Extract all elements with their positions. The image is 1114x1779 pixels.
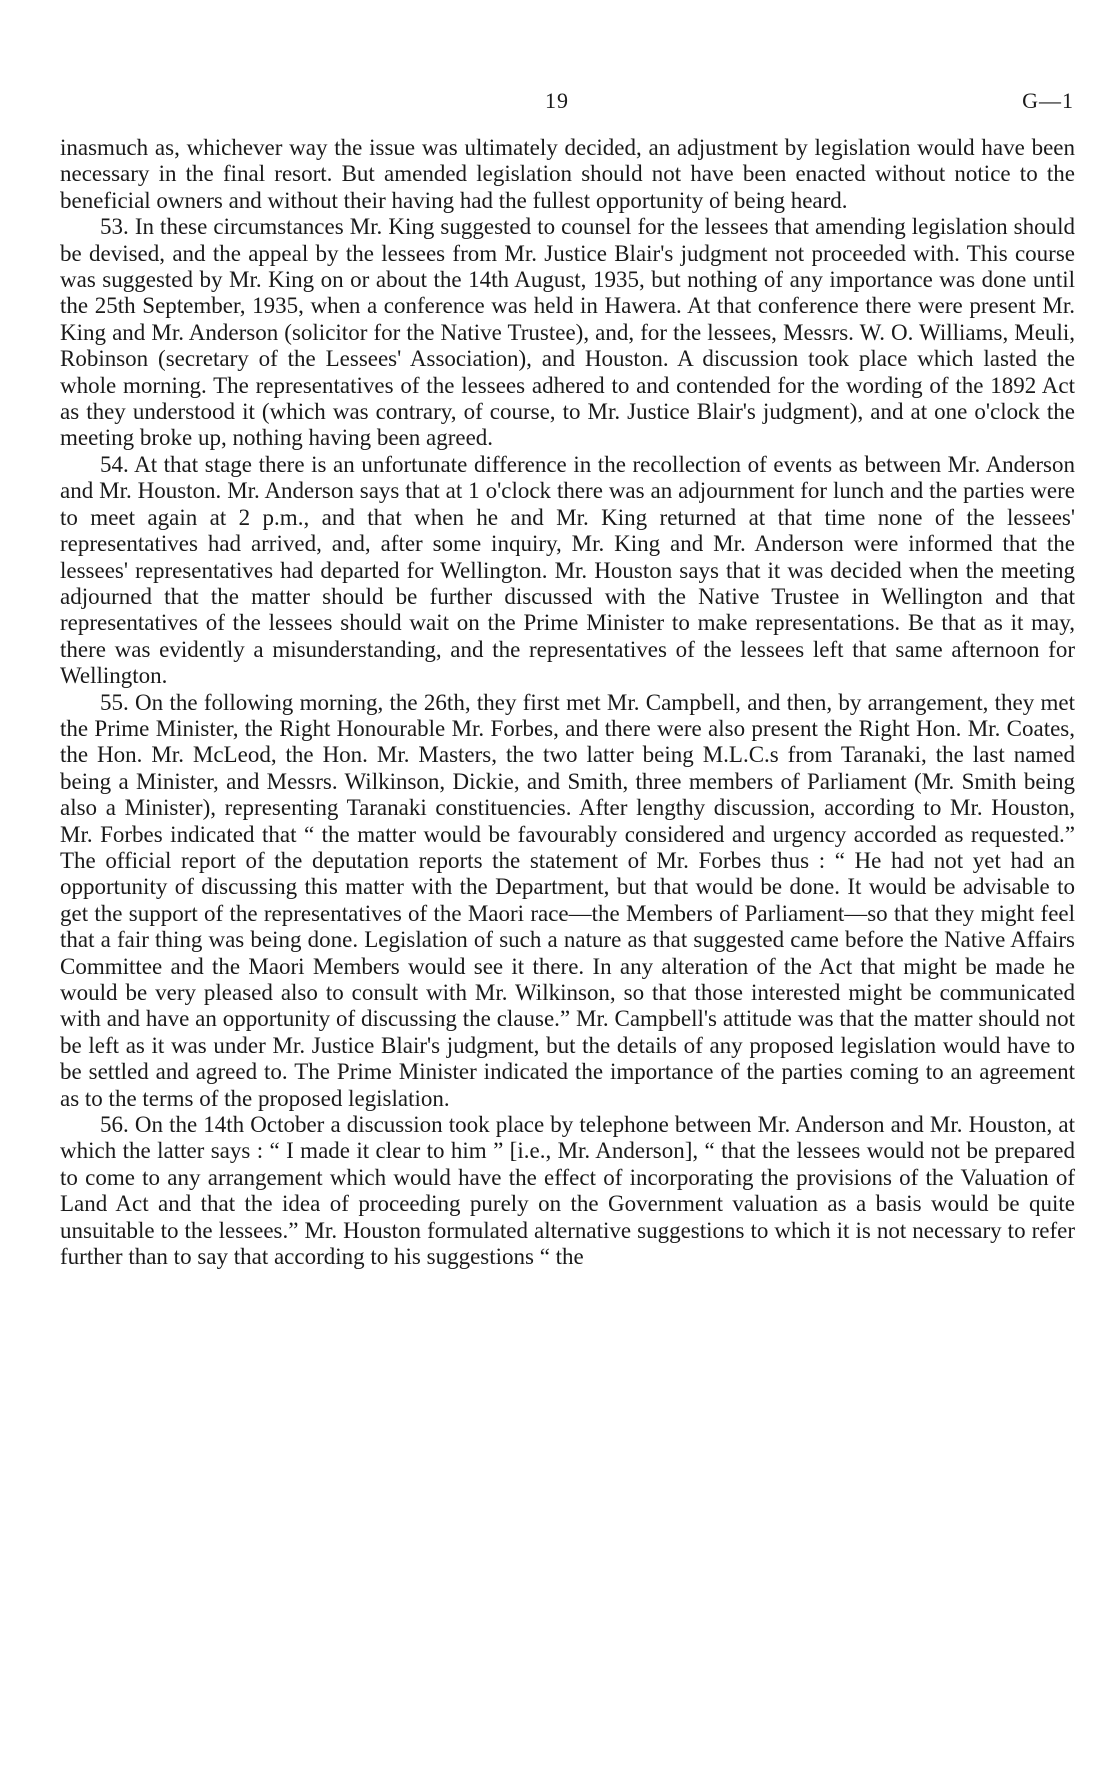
paragraph-54 [60, 452, 1075, 690]
paragraph-text: inasmuch as, whichever way the issue was ultimately decided, an adjustment by legislation would have been necessary in the final resort. But amended legislation should not have been enacted without notice to the beneficial owners and without their having had the fullest opportunity of being heard. [60, 135, 1075, 213]
page-number: 19 [545, 88, 569, 113]
paragraph-text: At that stage there is an unfortunate difference in the recollection of events as between Mr. Anderson and Mr. Houston. Mr. Anderson says that at 1 o'clock there was an adjournment for lunch and the parties were to meet again at 2 p.m., and that when he and Mr. King returned at that time none of the lessees' representatives had arrived, and, after some inquiry, Mr. King and Mr. Anderson were informed that the lessees' representatives had departed for Wellington. Mr. Houston says that it was decided when the meeting adjourned that the matter should be further discussed with the Native Trustee in Wellington and that representatives of the lessees should wait on the Prime Minister to make representations. Be that as it may, there was evidently a misunderstanding, and the representatives of the lessees left that same afternoon for Wellington. [60, 451, 1076, 689]
page-header [0, 88, 1114, 118]
paragraph-continuation [60, 135, 1075, 214]
paragraph-56 [60, 1112, 1075, 1270]
paragraph-number: 54. [100, 451, 129, 477]
paragraph-53 [60, 214, 1075, 452]
paragraph-number: 55. [100, 689, 129, 715]
series-reference: G—1 [1022, 88, 1074, 113]
paragraph-text: On the following morning, the 26th, they first met Mr. Campbell, and then, by arrangement, they met the Prime Minister, the Right Honourable Mr. Forbes, and there were also present the Right Hon. Mr. Coates, the Hon. Mr. McLeod, the Hon. Mr. Masters, the two latter being M.L.C.s from Taranaki, the last named being a Minister, and Messrs. Wilkinson, Dickie, and Smith, three members of Parliament (Mr. Smith being also a Minister), representing Taranaki constituencies. After lengthy discussion, according to Mr. Houston, Mr. Forbes indicated that “ the matter would be favourably considered and urgency accorded as requested.” The official report of the deputation reports the statement of Mr. Forbes thus : “ He had not yet had an opportunity of discussing this matter with the Department, but that would be done. It would be advisable to get the support of the representatives of the Maori race—the Members of Parliament—so that they might feel that a fair thing was being done. Legislation of such a nature as that suggested came before the Native Affairs Committee and the Maori Members would see it there. In any alteration of the Act that might be made he would be very pleased also to consult with Mr. Wilkinson, so that those interested might be communicated with and have an opportunity of discussing the clause.” Mr. Campbell's attitude was that the matter should not be left as it was under Mr. Justice Blair's judgment, but the details of any proposed legislation would have to be settled and agreed to. The Prime Minister indicated the importance of the parties coming to an agreement as to the terms of the proposed legislation. [60, 689, 1076, 1111]
paragraph-text: On the 14th October a discussion took place by telephone between Mr. Anderson and Mr. Houston, at which the latter says : “ I made it clear to him ” [i.e., Mr. Anderson], “ that the lessees would not be prepared to come to any arrangement which would have the effect of incorporating the provisions of the Valuation of Land Act and that the idea of proceeding purely on the Government valuation as a basis would be quite unsuitable to the lessees.” Mr. Houston formulated alternative suggestions to which it is not necessary to refer further than to say that according to his suggestions “ the [60, 1112, 1076, 1270]
paragraph-text: In these circumstances Mr. King suggested to counsel for the lessees that amending legislation should be devised, and the appeal by the lessees from Mr. Justice Blair's judgment not proceeded with. This course was suggested by Mr. King on or about the 14th August, 1935, but nothing of any importance was done until the 25th September, 1935, when a conference was held in Hawera. At that conference there were present Mr. King and Mr. Anderson (solicitor for the Native Trustee), and, for the lessees, Messrs. W. O. Williams, Meuli, Robinson (secretary of the Lessees' Association), and Houston. A discussion took place which lasted the whole morning. The representatives of the lessees adhered to and contended for the wording of the 1892 Act as they understood it (which was contrary, of course, to Mr. Justice Blair's judgment), and at one o'clock the meeting broke up, nothing having been agreed. [60, 214, 1075, 451]
body-text [60, 135, 1075, 1270]
paragraph-number: 53. [100, 214, 129, 240]
paragraph-number: 56. [100, 1112, 129, 1138]
paragraph-55 [60, 690, 1075, 1113]
